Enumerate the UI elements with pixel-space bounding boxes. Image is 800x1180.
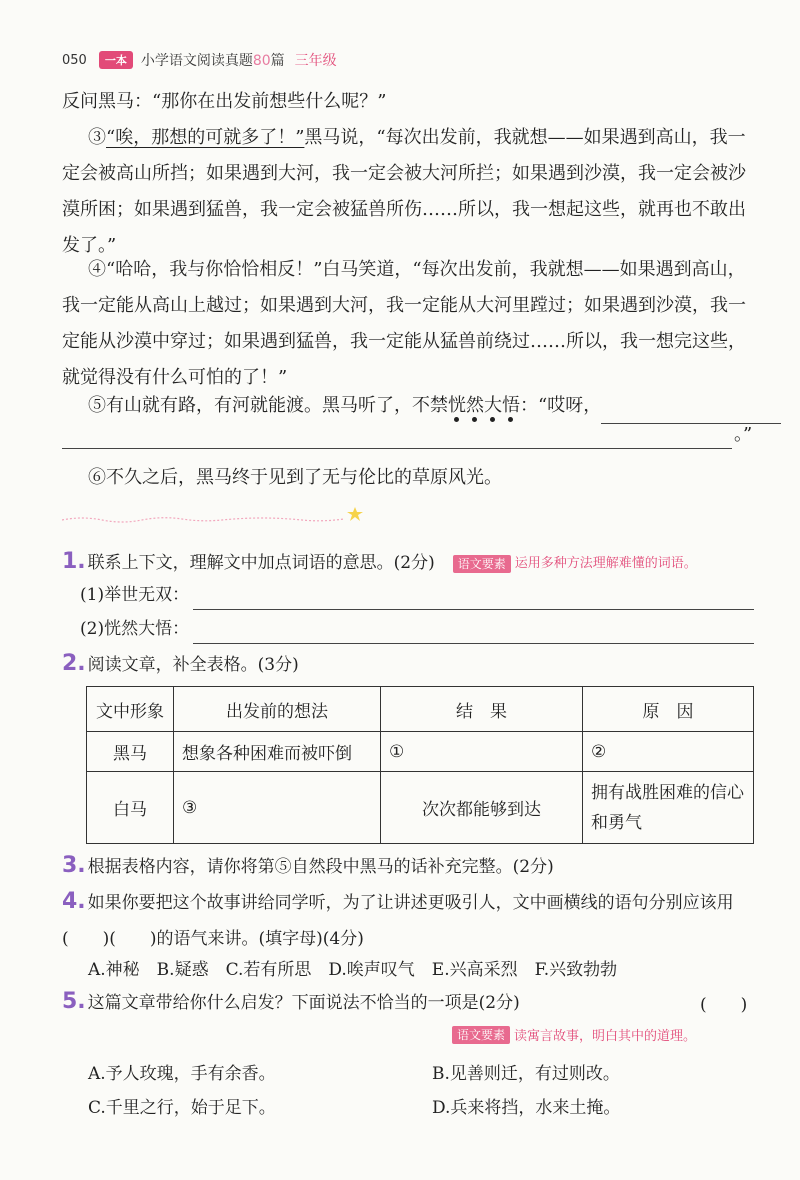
answer-table — [86, 686, 754, 844]
book-title-text: 小学语文阅读真题 — [140, 53, 253, 69]
table-header: 出发前的想法 — [174, 687, 381, 732]
table-header: 结 果 — [381, 687, 583, 732]
question-number: 4. — [62, 889, 86, 914]
answer-blank-line[interactable] — [62, 424, 732, 449]
paragraph-5 — [62, 388, 762, 424]
skill-tag: 语文要素 — [453, 555, 511, 573]
skill-tag-text: 读寓言故事，明白其中的道理。 — [514, 1029, 697, 1044]
paragraph-3 — [62, 120, 762, 264]
question-text: 这篇文章带给你什么启发？下面说法不恰当的一项是(2分) — [87, 993, 520, 1013]
table-header: 原 因 — [583, 687, 754, 732]
question-number: 5. — [62, 989, 86, 1014]
table-header: 文中形象 — [87, 687, 174, 732]
table-cell-blank[interactable]: ③ — [174, 772, 381, 844]
question-text: 根据表格内容，请你将第⑤自然段中黑马的话补充完整。(2分) — [87, 857, 554, 877]
option-d[interactable]: D.兵来将挡，水来土掩。 — [432, 1098, 621, 1118]
book-count: 80 — [252, 53, 271, 69]
q5-skill — [452, 1024, 696, 1044]
paragraph-text: ⑤有山就有路，有河就能渡。黑马听了，不禁 — [88, 395, 448, 416]
quote-close: 。” — [734, 424, 753, 445]
book-title — [141, 50, 285, 70]
dotted-word-text: 恍然大悟 — [448, 395, 520, 416]
page-header — [62, 49, 337, 71]
dotted-word — [448, 395, 520, 416]
question-number: 2. — [62, 651, 86, 676]
question-1 — [62, 546, 762, 580]
answer-parentheses[interactable]: ( ) — [700, 995, 748, 1015]
skill-tag: 语文要素 — [452, 1026, 510, 1044]
option-b[interactable]: B.见善则迁，有过则改。 — [432, 1064, 620, 1084]
paragraph-6: ⑥不久之后，黑马终于见到了无与伦比的草原风光。 — [88, 467, 502, 488]
answer-line[interactable] — [193, 587, 754, 610]
book-unit: 篇 — [270, 53, 285, 69]
table-cell: 黑马 — [87, 732, 174, 772]
skill-tag-text: 运用多种方法理解难懂的词语。 — [514, 555, 697, 571]
grade-label: 三年级 — [294, 53, 337, 69]
table-cell: 拥有战胜困难的信心和勇气 — [583, 772, 754, 844]
paragraph-4: ④“哈哈，我与你恰恰相反！”白马笑道，“每次出发前，我就想——如果遇到高山，我一定能从高山上越过；如果遇到大河，我一定能从大河里蹚过；如果遇到沙漠，我一定能从沙漠中穿过；如果遇到猛兽，我一定能从猛兽前绕过……所以，我一想完这些，就觉得没有什么可怕的了！” — [62, 259, 746, 388]
question-number: 3. — [62, 853, 86, 878]
decorative-divider — [62, 512, 352, 526]
table-cell-blank[interactable]: ① — [381, 732, 583, 772]
question-number: 1. — [62, 549, 86, 574]
question-3 — [62, 850, 762, 883]
q1-item-label: (1)举世无双： — [80, 585, 190, 605]
page-number: 050 — [62, 52, 87, 68]
paragraph-text: 黑马说，“每次出发前，我就想——如果遇到高山，我一定会被高山所挡；如果遇到大河，我一定会被大河所拦；如果遇到沙漠，我一定会被沙漠所困；如果遇到猛兽，我一定会被猛兽所伤……所以，我一想起这些，就再也不敢出发了。” — [62, 127, 746, 256]
answer-blank[interactable] — [601, 397, 781, 424]
option-c[interactable]: C.千里之行，始于足下。 — [88, 1098, 276, 1118]
brand-logo: 一本 — [99, 51, 133, 69]
question-4 — [62, 884, 762, 957]
q1-item-1 — [80, 580, 754, 610]
passage-line: 反问黑马：“那你在出发前想些什么呢？” — [62, 91, 387, 112]
q1-item-label: (2)恍然大悟： — [80, 619, 190, 639]
table-cell: 次次都能够到达 — [381, 772, 583, 844]
quote-open: ：“哎呀， — [520, 395, 602, 416]
question-text: 阅读文章，补全表格。(3分) — [87, 655, 299, 675]
answer-line[interactable] — [193, 621, 754, 644]
q1-item-2 — [80, 614, 754, 644]
table-cell: 想象各种困难而被吓倒 — [174, 732, 381, 772]
star-icon — [347, 507, 363, 521]
question-text: 联系上下文，理解文中加点词语的意思。(2分) — [87, 553, 435, 573]
option-a[interactable]: A.予人玫瑰，手有余香。 — [88, 1064, 276, 1084]
underlined-sentence: “唉，那想的可就多了！” — [106, 127, 305, 148]
q4-options: A.神秘 B.疑惑 C.若有所思 D.唉声叹气 E.兴高采烈 F.兴致勃勃 — [88, 960, 618, 980]
question-text: 如果你要把这个故事讲给同学听，为了让讲述更吸引人，文中画横线的语句分别应该用( )( )的语气来讲。(填字母)(4分) — [62, 893, 734, 949]
table-cell-blank[interactable]: ② — [583, 732, 754, 772]
question-2 — [62, 648, 762, 681]
table-cell: 白马 — [87, 772, 174, 844]
paragraph-number: ③ — [88, 127, 106, 148]
question-5 — [62, 986, 682, 1019]
